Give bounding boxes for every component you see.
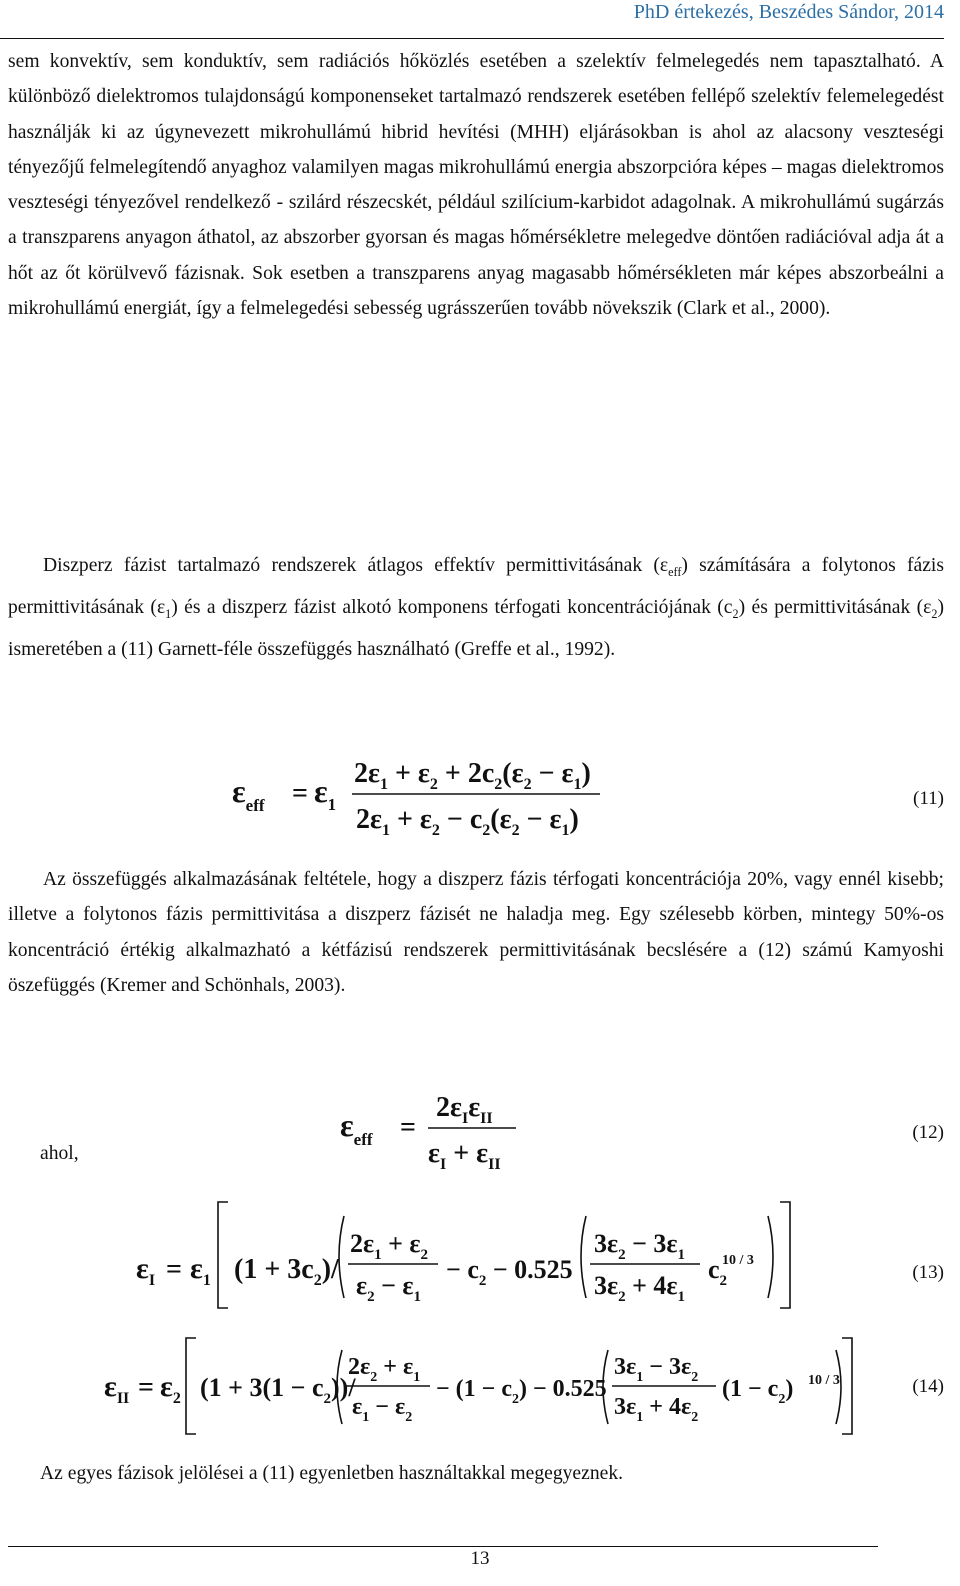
running-header: [0, 0, 944, 39]
equation-12: [0, 1086, 960, 1176]
svg-text:ε2 − ε1: $\varepsilon_2 - \varepsilon_1$: [356, 1271, 422, 1305]
svg-text:(1 − c2): $(1 - c_2)$: [722, 1376, 794, 1407]
svg-text:(1 + 3c2)/: $(1 + 3c_2)/$: [234, 1254, 339, 1289]
page-number: 13: [470, 1548, 490, 1569]
svg-text:2ε2 + ε1: $2\varepsilon_2 + \varepsilon_1$: [348, 1354, 421, 1385]
svg-text:ε1 − ε2: $\varepsilon_1 - \varepsilon_2$: [352, 1394, 413, 1425]
svg-text:− (1 − c2) − 0.525: − $(1 - c_2) - 0.525$: [436, 1376, 607, 1407]
svg-text:=: =: [166, 1254, 182, 1285]
equation-13-number: (13): [912, 1262, 944, 1283]
equation-14: [0, 1334, 960, 1444]
svg-text:3ε1 − 3ε2: $3\varepsilon_1 - 3\varepsilon_2$: [614, 1354, 699, 1385]
svg-text:c2: $c_2$: [708, 1255, 728, 1289]
paragraph-garnett-intro: Diszperz fázist tartalmazó rendszerek átlagos effektív permittivitásának $(\varepsilon_{eff})$ számítására a folytonos fázis permittivitásának $(\varepsilon_1)$ és a diszperz fázist alkotó komponens térfogati koncentrációjának $(c_2)$ és permittivitásának $(\varepsilon_2)$ ismeretében a (11) Garnett-féle összefüggés használható (Greffe et al., 1992).: [8, 555, 944, 661]
svg-text:ε1: $\varepsilon_1$: [314, 773, 337, 814]
footer-rule: [8, 1546, 878, 1547]
svg-text:2ε1 + ε2 + 2c2(ε2 − ε1): $2\varepsilon_1 + \varepsilon_2 + 2c_2(\varepsilon_2 - \varepsilon_1)$: [354, 758, 591, 793]
svg-text:=: =: [138, 1372, 154, 1403]
svg-text:εeff: $\varepsilon_{eff}$: [340, 1107, 373, 1149]
equation-12-number: (12): [912, 1122, 944, 1143]
svg-text:ε2: $\varepsilon_2$: [160, 1370, 181, 1407]
svg-text:εI + εII: $\varepsilon_I + \varepsilon_{II}$: [428, 1138, 501, 1173]
svg-text:10 / 3: 10 / 3: [808, 1373, 840, 1388]
label-ahol: ahol,: [40, 1143, 79, 1164]
svg-text:(1 + 3(1 − c2))/: $(1 + 3(1 - c_2))/$: [200, 1373, 356, 1407]
paragraph-notation-note: Az egyes fázisok jelölései a (11) egyenletben használtakkal megegyeznek.: [40, 1463, 624, 1484]
equation-14-number: (14): [912, 1376, 944, 1397]
equation-11-number: (11): [913, 788, 944, 809]
svg-text:=: =: [400, 1112, 416, 1143]
svg-text:2εIεII: $2\varepsilon_I\varepsilon_{II}$: [436, 1092, 493, 1127]
svg-text:2ε1 + ε2 − c2(ε2 − ε1): $2\varepsilon_1 + \varepsilon_2 - c_2(\varepsilon_2 - \varepsilon_1)$: [356, 804, 579, 839]
svg-text:3ε2 + 4ε1: $3\varepsilon_2 + 4\varepsilon_1$: [594, 1271, 686, 1305]
equation-13: [0, 1196, 960, 1316]
svg-text:3ε2 − 3ε1: $3\varepsilon_2 - 3\varepsilon_1$: [594, 1229, 686, 1263]
svg-text:10 / 3: 10 / 3: [722, 1253, 754, 1268]
svg-text:εII: $\varepsilon_{II}$: [104, 1370, 130, 1407]
equation-11: [0, 748, 960, 848]
svg-text:3ε1 + 4ε2: $3\varepsilon_1 + 4\varepsilon_2$: [614, 1394, 699, 1425]
svg-text:− c2 − 0.525: − $c_2 - 0.525$: [446, 1255, 573, 1289]
svg-text:ε1: $\varepsilon_1$: [190, 1252, 211, 1289]
svg-text:εeff: $\varepsilon_{eff}$: [232, 773, 265, 815]
paragraph-selective-heating: sem konvektív, sem konduktív, sem radiációs hőközlés esetében a szelektív felmelegedés nem tapasztalható. A különböző dielektromos tulajdonságú komponenseket tartalmazó rendszerek esetében fellépő szelektív felemelegedést használják ki az úgynevezett mikrohullámú hibrid hevítési (MHH) eljárásokban is ahol az alacsony veszteségi tényezőjű felmelegítendő anyaghoz valamilyen magas mikrohullámú energia abszorpcióra képes – magas dielektromos veszteségi tényezővel rendelkező - szilárd részecskét, például szilícium-karbidot adagolnak. A mikrohullámú sugárzás a transzparens anyagon áthatol, az abszorber gyorsan és magas hőmérsékletre melegedve döntően radiációval adja át a hőt az őt körülvevő fázisnak. Sok esetben a transzparens anyag magasabb hőmérsékleten már képes abszorbeálni a mikrohullámú energiát, így a felmelegedési sebesség ugrásszerűen tovább növekszik (Clark et al., 2000).: [8, 51, 944, 320]
svg-text:=: =: [292, 778, 308, 809]
svg-text:εI: $\varepsilon_I$: [136, 1252, 156, 1289]
svg-text:2ε1 + ε2: $2\varepsilon_1 + \varepsilon_2$: [350, 1229, 429, 1263]
header-title: PhD értekezés, Beszédes Sándor, 2014: [633, 1, 944, 23]
paragraph-garnett-condition: Az összefüggés alkalmazásának feltétele, hogy a diszperz fázis térfogati koncentrációja 20%, vagy ennél kisebb; illetve a folytonos fázis permittivitása a diszperz fázisét ne haladja meg. Egy szélesebb körben, mintegy 50%-os koncentráció értékig alkalmazható a kétfázisú rendszerek permittivitásának becslésére a (12) számú Kamyoshi öszefüggés (Kremer and Schönhals, 2003).: [8, 869, 944, 996]
